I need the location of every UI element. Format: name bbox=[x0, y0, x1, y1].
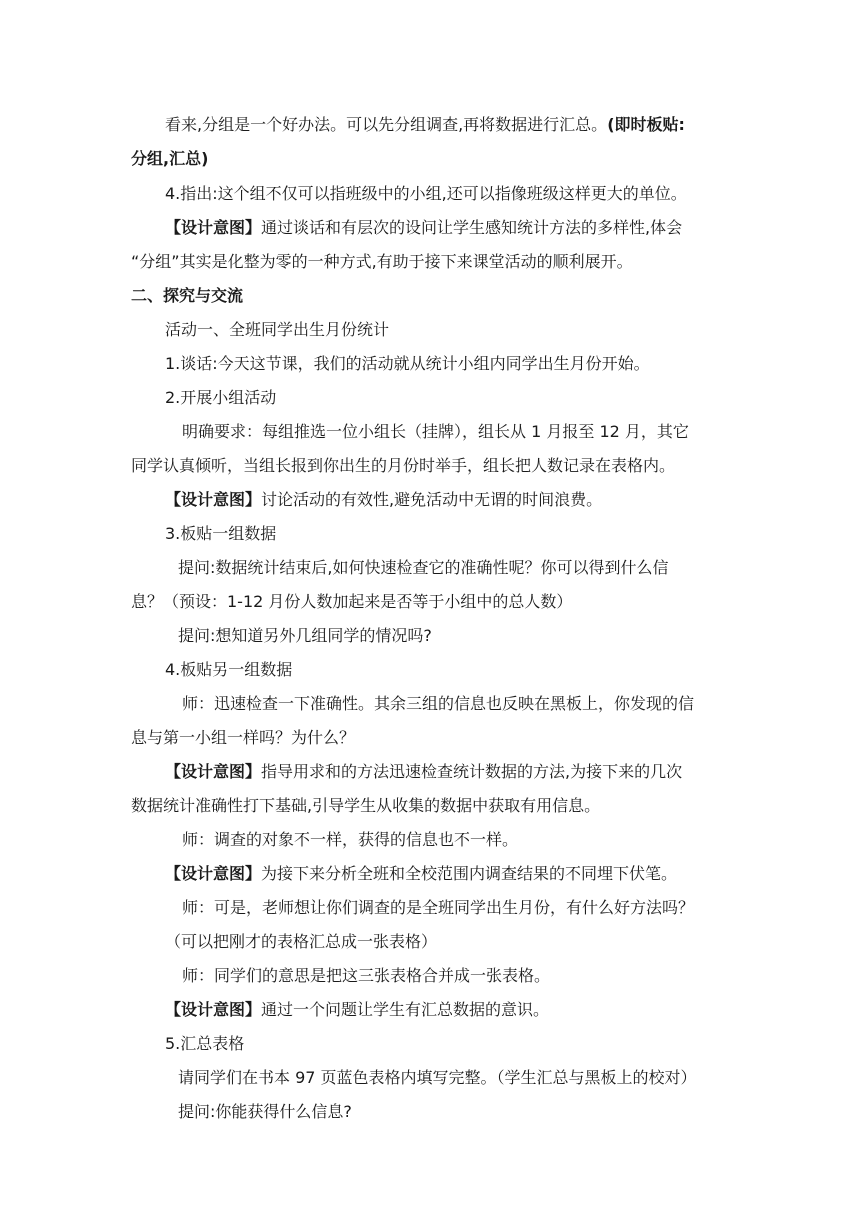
paragraph: 提问:想知道另外几组同学的情况吗? bbox=[178, 626, 432, 645]
paragraph: 4.指出:这个组不仅可以指班级中的小组,还可以指像班级这样更大的单位。 bbox=[165, 184, 687, 203]
design-intent-label: 【设计意图】 bbox=[165, 218, 262, 237]
paragraph: 提问:你能获得什么信息? bbox=[178, 1102, 352, 1121]
paragraph: 息？（预设：1-12 月份人数加起来是否等于小组中的总人数） bbox=[131, 592, 573, 611]
paragraph: 请同学们在书本 97 页蓝色表格内填写完整。（学生汇总与黑板上的校对） bbox=[178, 1068, 697, 1087]
board-note-cont: 分组,汇总) bbox=[131, 149, 209, 168]
paragraph: 师：同学们的意思是把这三张表格合并成一张表格。 bbox=[182, 966, 551, 985]
design-intent bbox=[165, 217, 682, 239]
board-note: (即时板贴: bbox=[607, 115, 685, 134]
design-intent bbox=[165, 489, 602, 511]
design-intent-label: 【设计意图】 bbox=[165, 762, 262, 781]
paragraph: 3.板贴一组数据 bbox=[165, 524, 277, 543]
paragraph: “分组”其实是化整为零的一种方式,有助于接下来课堂活动的顺利展开。 bbox=[131, 252, 633, 271]
text: 通过谈话和有层次的设问让学生感知统计方法的多样性,体会 bbox=[261, 218, 683, 237]
activity-title: 活动一、全班同学出生月份统计 bbox=[165, 320, 390, 339]
text: 讨论活动的有效性,避免活动中无谓的时间浪费。 bbox=[261, 490, 603, 509]
design-intent-label: 【设计意图】 bbox=[165, 490, 262, 509]
design-intent bbox=[165, 761, 682, 783]
paragraph: 2.开展小组活动 bbox=[165, 388, 277, 407]
paragraph: 提问:数据统计结束后,如何快速检查它的准确性呢？你可以得到什么信 bbox=[178, 558, 669, 577]
text: 通过一个问题让学生有汇总数据的意识。 bbox=[261, 1000, 550, 1019]
text: 指导用求和的方法迅速检查统计数据的方法,为接下来的几次 bbox=[261, 762, 683, 781]
paragraph: （可以把刚才的表格汇总成一张表格） bbox=[165, 932, 438, 951]
paragraph: 1.谈话:今天这节课，我们的活动就从统计小组内同学出生月份开始。 bbox=[165, 354, 650, 373]
paragraph: 师：可是，老师想让你们调查的是全班同学出生月份，有什么好方法吗？ bbox=[182, 898, 695, 917]
paragraph: 师：调查的对象不一样，获得的信息也不一样。 bbox=[182, 830, 519, 849]
text: 为接下来分析全班和全校范围内调查结果的不同埋下伏笔。 bbox=[261, 864, 678, 883]
text: 看来,分组是一个好办法。可以先分组调查,再将数据进行汇总。 bbox=[165, 115, 608, 134]
design-intent bbox=[165, 863, 677, 885]
paragraph: 息与第一小组一样吗？为什么？ bbox=[131, 728, 356, 747]
paragraph: 5.汇总表格 bbox=[165, 1034, 245, 1053]
design-intent bbox=[165, 999, 549, 1021]
paragraph: 明确要求：每组推选一位小组长（挂牌），组长从 1 月报至 12 月，其它 bbox=[182, 422, 689, 441]
paragraph: 4.板贴另一组数据 bbox=[165, 660, 293, 679]
paragraph bbox=[165, 114, 685, 136]
paragraph: 师：迅速检查一下准确性。其余三组的信息也反映在黑板上，你发现的信 bbox=[182, 694, 695, 713]
paragraph: 同学认真倾听，当组长报到你出生的月份时举手，组长把人数记录在表格内。 bbox=[131, 456, 676, 475]
paragraph: 数据统计准确性打下基础,引导学生从收集的数据中获取有用信息。 bbox=[131, 796, 601, 815]
section-heading: 二、探究与交流 bbox=[131, 286, 244, 305]
design-intent-label: 【设计意图】 bbox=[165, 1000, 262, 1019]
design-intent-label: 【设计意图】 bbox=[165, 864, 262, 883]
